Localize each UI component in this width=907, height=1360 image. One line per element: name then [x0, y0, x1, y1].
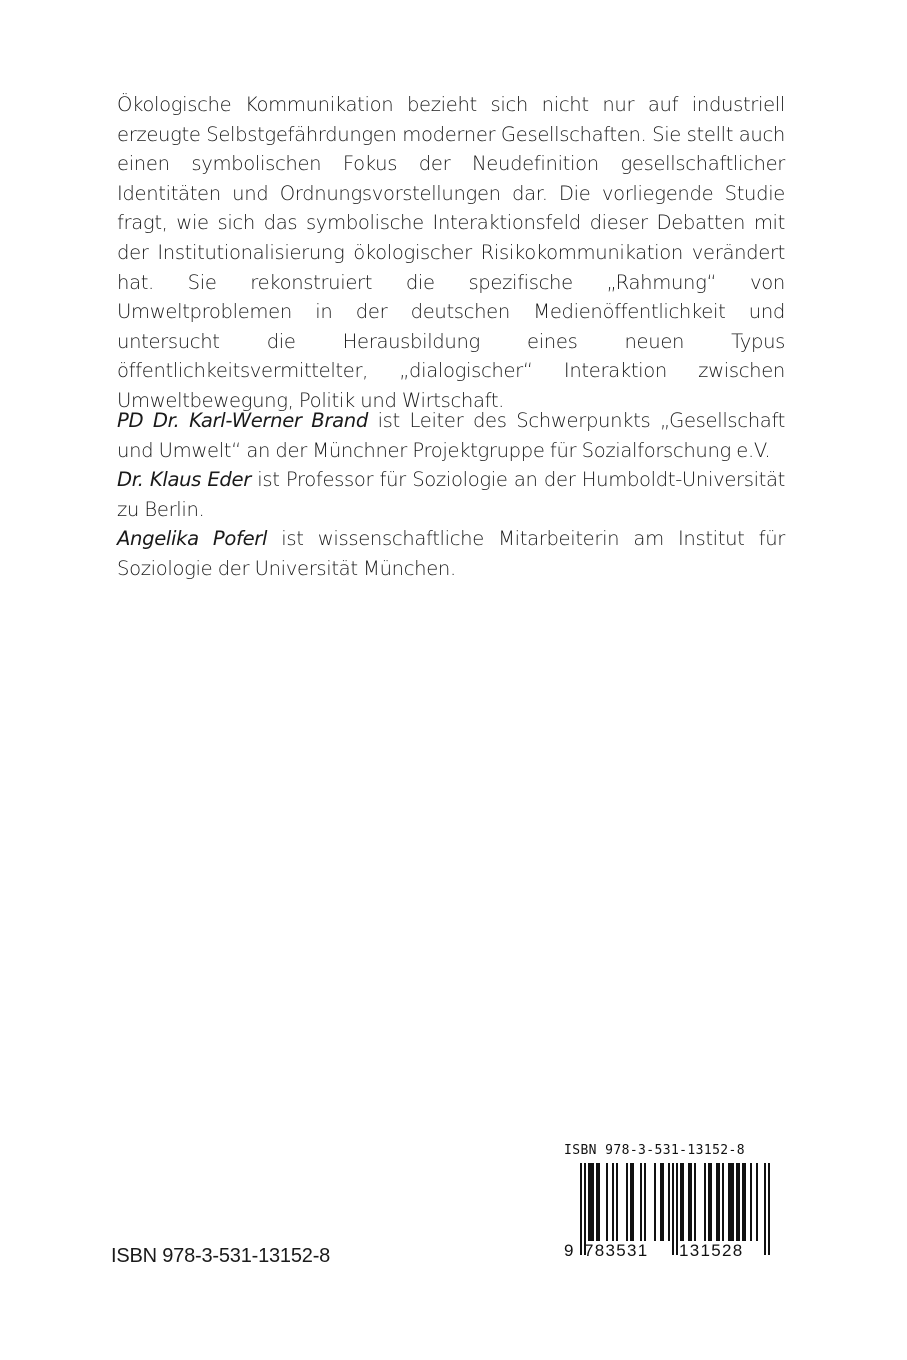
barcode-digits-right: 131528	[679, 1241, 744, 1260]
barcode-bar	[662, 1163, 664, 1241]
barcode-bar	[722, 1163, 724, 1241]
barcode-bar	[616, 1163, 618, 1241]
barcode-bar	[704, 1163, 706, 1241]
barcode-bar	[654, 1163, 656, 1241]
barcode-bar	[710, 1163, 712, 1241]
isbn-label: ISBN 978-3-531-13152-8	[111, 1245, 331, 1267]
author-description: ist Professor für Soziologie an der Humboldt-Universität zu Berlin.	[117, 468, 785, 521]
barcode-bar	[630, 1163, 632, 1241]
barcode-bar	[744, 1163, 746, 1241]
barcode-bar	[716, 1163, 718, 1241]
barcode-bar	[756, 1163, 758, 1241]
barcode-bar	[688, 1163, 690, 1241]
barcode-bar	[708, 1163, 710, 1241]
barcode-bar	[598, 1163, 600, 1241]
barcode-digits-left: 783531	[584, 1241, 649, 1260]
author-description: ist wissenschaftliche Mitarbeiterin am Institut für Soziologie der Universität München.	[117, 527, 785, 580]
barcode-bar	[590, 1163, 592, 1241]
author-bios	[117, 406, 785, 584]
barcode-bar	[606, 1163, 608, 1241]
barcode-bar	[596, 1163, 598, 1241]
barcode-bar	[728, 1163, 730, 1241]
barcode-bar	[682, 1163, 684, 1241]
author-bio-brand	[117, 406, 785, 465]
barcode-bar	[660, 1163, 662, 1241]
barcode-digit-first: 9	[564, 1241, 574, 1260]
author-bio-poferl	[117, 524, 785, 583]
barcode-isbn-text: ISBN 978-3-531-13152-8	[564, 1143, 745, 1158]
barcode-bar	[626, 1163, 628, 1241]
blurb-paragraph: Ökologische Kommunikation bezieht sich nicht nur auf industriell erzeugte Selbstgefährdungen moderner Gesellschaften. Sie stellt auch einen symbolischen Fokus der Neudefinition gesellschaftlicher Identitäten und Ordnungsvorstellungen dar. Die vorliegende Studie fragt, wie sich das symbolische Interaktionsfeld dieser Debatten mit der Institutionalisierung ökologischer Risikokommunikation verändert hat. Sie rekonstruiert die spezifische „Rahmung“ von Umweltproblemen in der deutschen Medienöffentlichkeit und untersucht die Herausbildung eines neuen Typus öffentlichkeitsvermittelter, „dialogischer“ Interaktion zwischen Umweltbewegung, Politik und Wirtschaft.	[117, 93, 785, 412]
author-name: PD Dr. Karl-Werner Brand	[117, 409, 368, 432]
barcode-bar	[612, 1163, 614, 1241]
barcode-bar	[718, 1163, 720, 1241]
barcode-bar	[732, 1163, 734, 1241]
barcode-bar	[640, 1163, 642, 1241]
barcode-bar	[738, 1163, 740, 1241]
barcode-digits	[562, 1239, 786, 1263]
barcode-bar	[730, 1163, 732, 1241]
barcode-bar	[742, 1163, 744, 1241]
author-description: ist Leiter des Schwerpunkts „Gesellschaft und Umwelt“ an der Münchner Projektgruppe für Sozialforschung e.V.	[117, 409, 785, 462]
barcode-bar	[750, 1163, 752, 1241]
barcode-bar	[680, 1163, 682, 1241]
barcode-bar	[690, 1163, 692, 1241]
barcode-bar	[694, 1163, 696, 1241]
barcode-bar	[736, 1163, 738, 1241]
author-bio-eder	[117, 465, 785, 524]
barcode-bar	[632, 1163, 634, 1241]
barcode-bar	[668, 1163, 670, 1241]
barcode-bar	[588, 1163, 590, 1241]
barcode-bar	[592, 1163, 594, 1241]
barcode-bar	[644, 1163, 646, 1241]
author-name: Angelika Poferl	[117, 527, 268, 551]
barcode	[562, 1143, 786, 1271]
author-name: Dr. Klaus Eder	[117, 468, 251, 492]
